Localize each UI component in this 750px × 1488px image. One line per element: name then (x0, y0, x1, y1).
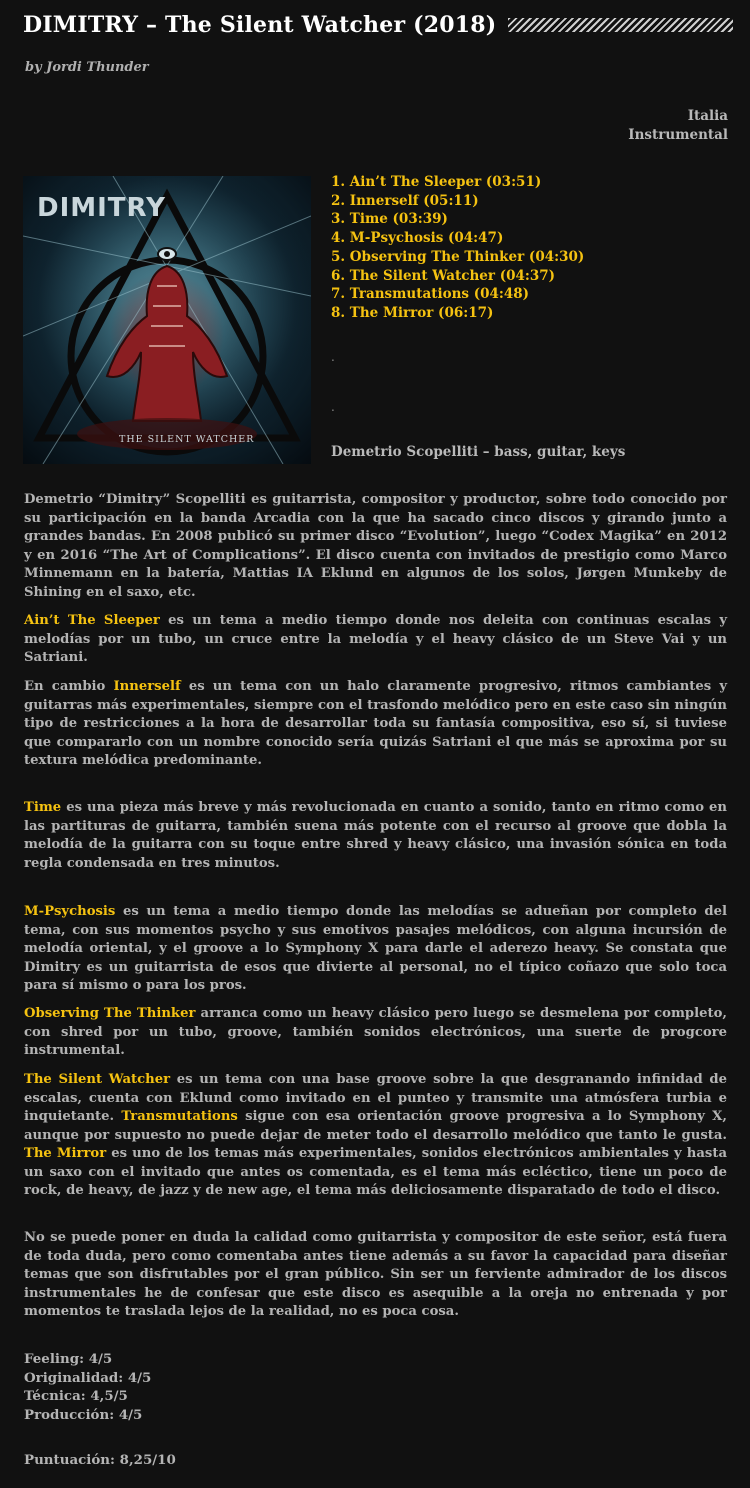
album-cover-image (23, 176, 311, 464)
review-paragraph (24, 1005, 727, 1061)
track-item: 7. Transmutations (04:48) (331, 286, 530, 303)
track-highlight: Innerself (113, 679, 181, 694)
track-highlight: Ain’t The Sleeper (24, 613, 160, 628)
rating-tecnica: Técnica: 4,5/5 (24, 1388, 128, 1404)
author-byline: by Jordi Thunder (25, 60, 149, 75)
cover-band-logo: DIMITRY (37, 193, 166, 223)
track-item: 6. The Silent Watcher (04:37) (331, 267, 556, 284)
track-item: 2. Innerself (05:11) (331, 192, 479, 209)
track-highlight: Time (24, 800, 62, 815)
paragraph-text: No se puede poner en duda la calidad como guitarrista y compositor de este señor, está fuera de toda duda, pero como comentaba antes tiene además a su favor la capacidad para diseñar temas que son disfrutables por el gran público. Sin ser un ferviente admirador de los discos instrumentales he de confesar que este disco es asequible a la oreja no entrenada y por momentos te traslada lejos de la realidad, no es poca cosa. (24, 1230, 727, 1319)
lineup: Demetrio Scopelliti – bass, guitar, keys (331, 444, 626, 460)
track-item: 1. Ain’t The Sleeper (03:51) (331, 174, 542, 190)
rating-originalidad: Originalidad: 4/5 (24, 1369, 152, 1386)
ratings-block (24, 1350, 151, 1424)
track-item: 3. Time (03:39) (331, 211, 448, 228)
country-label: Italia (687, 108, 728, 124)
cover-art (23, 176, 311, 464)
rating-produccion: Producción: 4/5 (24, 1406, 143, 1423)
paragraph-text: es un tema a medio tiempo donde nos deleita con continuas escalas y melodías por un tubo, un cruce entre la melodía y el heavy clásico de un Steve Vai y un Satriani. (24, 613, 728, 665)
page-title: DIMITRY – The Silent Watcher (2018) (23, 12, 497, 38)
track-highlight: The Silent Watcher (24, 1072, 171, 1087)
genre-label: Instrumental (628, 127, 728, 143)
separator-dot: . (331, 400, 335, 414)
tracklist (331, 173, 584, 323)
track-highlight: Observing The Thinker (24, 1006, 196, 1021)
review-paragraph (24, 678, 727, 771)
review-paragraph-conclusion (24, 1229, 727, 1322)
paragraph-text: sigue con esa orientación groove progresiva a lo Symphony X, aunque por supuesto no puede dejar de meter todo el desarrollo melódico que tanto le gusta. (24, 1109, 727, 1143)
paragraph-text: En cambio (24, 679, 114, 694)
header (23, 8, 733, 42)
review-paragraph (24, 1071, 727, 1201)
paragraph-text: es un tema a medio tiempo donde las melodías se adueñan por completo del tema, con sus momentos psycho y sus emotivos pasajes melódicos, con alguna incursión de melodía oriental, y el groove a lo Symphony X para darle el aderezo heavy. Se constata que Dimitry es un guitarrista de esos que divierte al personal, no el típico coñazo que solo toca para sí mismo o para los pros. (24, 904, 727, 993)
final-score: Puntuación: 8,25/10 (24, 1452, 176, 1468)
track-highlight: M-Psychosis (24, 904, 116, 919)
title-decoration-stripes (508, 18, 733, 32)
paragraph-text: es un tema con un halo claramente progresivo, ritmos cambiantes y guitarras más experimentales, siempre con el trasfondo melódico pero en este caso sin ningún tipo de restricciones a la hora de desarrollar toda su fantasía compositiva, eso sí, si tuviese que compararlo con un nombre conocido sería quizás Satriani el que más se aproxima por su textura melódica predominante. (24, 679, 727, 768)
paragraph-text: es uno de los temas más experimentales, sonidos electrónicos ambientales y hasta un saxo con el invitado que antes os comentada, es el tema más ecléctico, tiene un poco de rock, de heavy, de jazz y de new age, el tema más deliciosamente disparatado de todo el disco. (24, 1146, 727, 1198)
track-highlight: Transmutations (121, 1109, 238, 1124)
review-paragraph (24, 903, 727, 996)
track-item: 4. M-Psychosis (04:47) (331, 230, 504, 247)
review-paragraph (24, 612, 727, 668)
review-paragraph (24, 799, 727, 873)
rating-feeling: Feeling: 4/5 (24, 1351, 113, 1367)
separator-dot: . (331, 350, 335, 364)
paragraph-text: arranca como un heavy clásico pero luego se desmelena por completo, con shred por un tubo, groove, también sonidos electrónicos, una suerte de progcore instrumental. (24, 1006, 728, 1058)
paragraph-text: es una pieza más breve y más revolucionada en cuanto a sonido, tanto en ritmo como en las partituras de guitarra, también suena más potente con el recurso al groove que dobla la melodía de la guitarra con su toque entre shred y heavy clásico, una invasión sónica en toda regla condensada en tres minutos. (24, 800, 727, 871)
cover-album-title: THE SILENT WATCHER (119, 434, 255, 445)
review-paragraph-intro (24, 491, 727, 602)
track-item: 5. Observing The Thinker (04:30) (331, 248, 585, 265)
paragraph-text: Demetrio “Dimitry” Scopelliti es guitarrista, compositor y productor, sobre todo conocido por su participación en la banda Arcadia con la que ha sacado cinco discos y girando junto a grandes bandas. En 2008 publicó su primer disco “Evolution”, luego “Codex Magika” en 2012 y en 2016 “The Art of Complications”. El disco cuenta con invitados de prestigio como Marco Minnemann en la batería, Mattias IA Eklund en algunos de los solos, Jørgen Munkeby de Shining en el saxo, etc. (24, 492, 727, 600)
album-meta (628, 107, 728, 145)
paragraph-text: es un tema con una base groove sobre la que desgranando infinidad de escalas, cuenta con Eklund como invitado en el punteo y transmite una atmósfera turbia e inquietante. (24, 1072, 728, 1124)
track-item: 8. The Mirror (06:17) (331, 304, 494, 321)
track-highlight: The Mirror (24, 1146, 107, 1161)
